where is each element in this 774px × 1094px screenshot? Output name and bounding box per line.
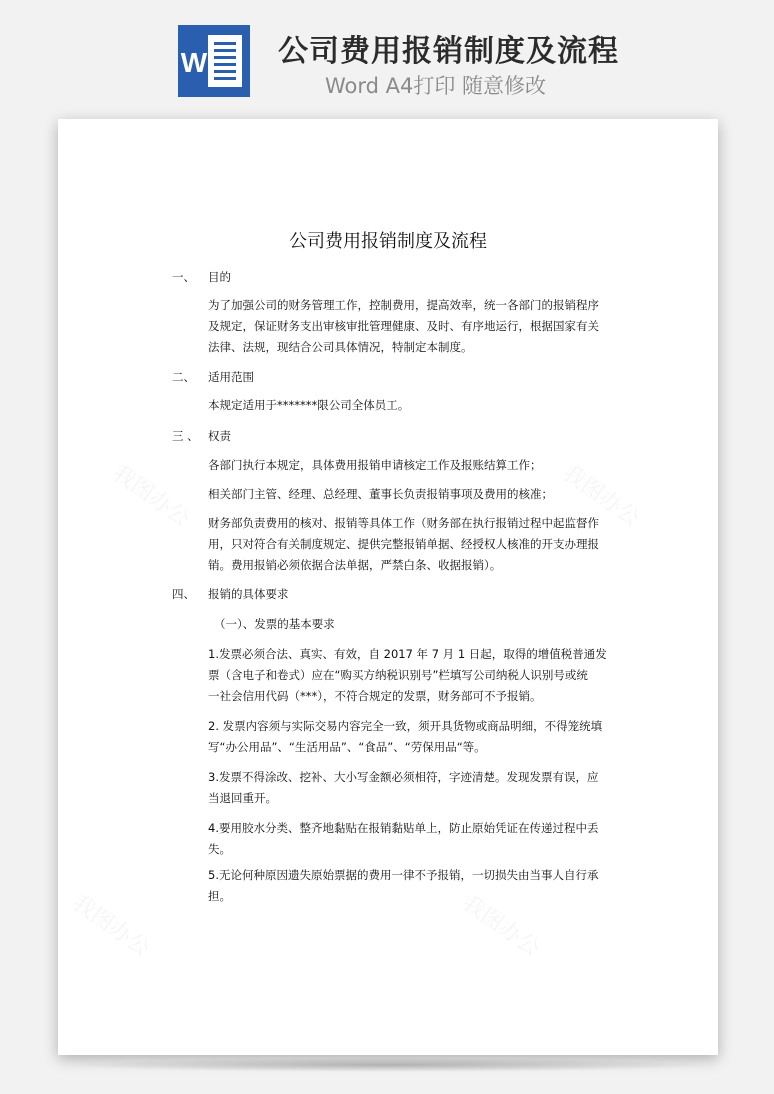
watermark <box>107 457 197 533</box>
word-icon-letter: W <box>180 47 208 78</box>
paragraph-line: 财务部负责费用的核对、报销等具体工作（财务部在执行报销过程中起监督作 <box>208 516 599 530</box>
section-number: 三 、 <box>172 429 199 443</box>
section-heading: 权责 <box>208 429 231 443</box>
paragraph-line: 票（含电子和卷式）应在“购买方纳税识别号”栏填写公司纳税人识别号或统 <box>208 668 588 682</box>
paragraph-line: 本规定适用于*******限公司全体员工。 <box>208 398 410 412</box>
paragraph-line: 销。费用报销必须依据合法单据，严禁白条、收据报销）。 <box>208 558 502 572</box>
section-heading: 目的 <box>208 270 231 284</box>
paragraph-line: 写“办公用品”、“生活用品”、“食品”、“劳保用品“等。 <box>208 740 486 754</box>
header-subtitle: Word A4打印 随意修改 <box>325 74 547 98</box>
paragraph-line: 为了加强公司的财务管理工作，控制费用，提高效率，统一各部门的报销程序 <box>208 298 599 312</box>
paragraph-line: 各部门执行本规定，具体费用报销申请核定工作及报账结算工作； <box>208 458 542 472</box>
watermark <box>457 887 547 963</box>
section-number: 一、 <box>172 270 195 284</box>
paragraph-line: 一社会信用代码（***），不符合规定的发票，财务部可不予报销。 <box>208 689 542 703</box>
paragraph-line: 担。 <box>208 889 231 903</box>
paragraph-line: 5.无论何种原因遗失原始票据的费用一律不予报销，一切损失由当事人自行承 <box>208 868 599 882</box>
page-shadow <box>70 1058 706 1072</box>
subsection-heading: （一）、发票的基本要求 <box>214 617 335 631</box>
section-heading: 适用范围 <box>208 370 254 384</box>
section-number: 二、 <box>172 370 195 384</box>
paragraph-line: 2. 发票内容须与实际交易内容完全一致，须开具货物或商品明细，不得笼统填 <box>208 719 603 733</box>
paragraph-line: 4.要用胶水分类、整齐地黏贴在报销黏贴单上，防止原始凭证在传递过程中丢 <box>208 821 599 835</box>
paragraph-line: 当退回重开。 <box>208 791 277 805</box>
section-heading: 报销的具体要求 <box>208 587 289 601</box>
document-title: 公司费用报销制度及流程 <box>289 231 487 252</box>
paragraph-line: 法律、法规，现结合公司具体情况，特制定本制度。 <box>208 340 473 354</box>
paragraph-line: 3.发票不得涂改、挖补、大小写金额必须相符，字迹清楚。发现发票有误，应 <box>208 770 599 784</box>
paragraph-line: 相关部门主管、经理、总经理、董事长负责报销事项及费用的核准； <box>208 487 553 501</box>
header-title: 公司费用报销制度及流程 <box>278 34 619 69</box>
section-number: 四、 <box>172 587 195 601</box>
document-page <box>58 119 718 1055</box>
paragraph-line: 1.发票必须合法、真实、有效，自 2017 年 7 月 1 日起，取得的增值税普通发 <box>208 647 607 661</box>
watermark <box>67 887 157 963</box>
page-header <box>0 0 774 118</box>
word-document-icon <box>178 25 250 97</box>
paragraph-line: 失。 <box>208 842 231 856</box>
paragraph-line: 及规定，保证财务支出审核审批管理健康、及时、有序地运行，根据国家有关 <box>208 319 599 333</box>
paragraph-line: 用，只对符合有关制度规定、提供完整报销单据、经授权人核准的开支办理报 <box>208 537 599 551</box>
